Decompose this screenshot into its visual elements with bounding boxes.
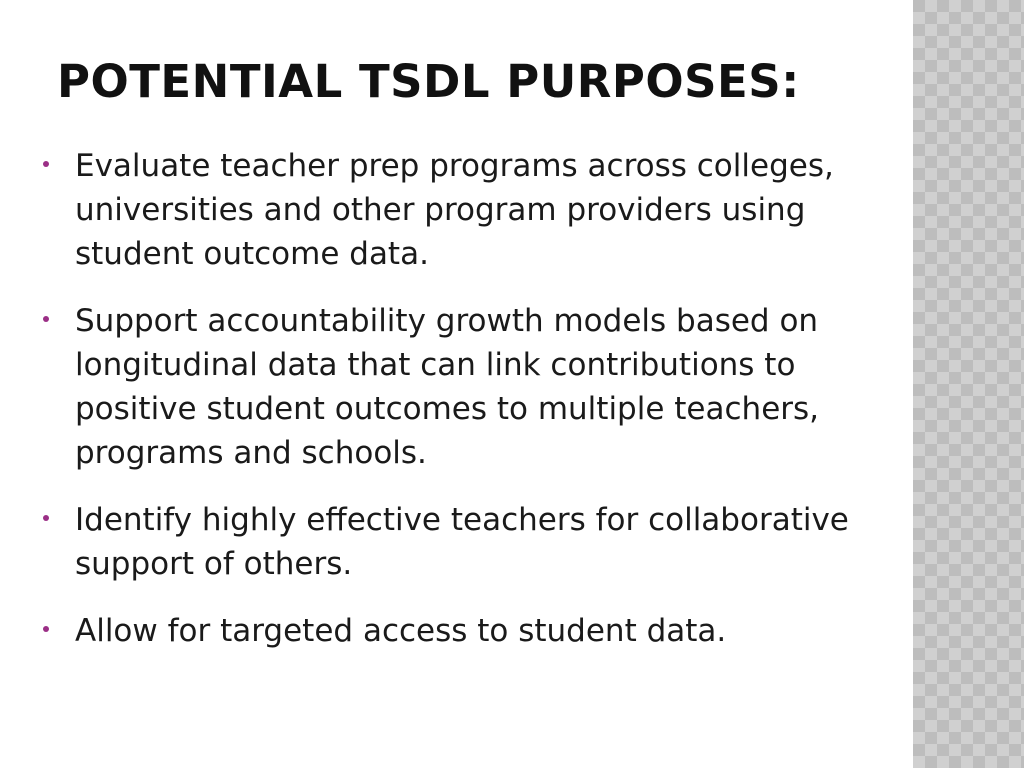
bullet-text: Allow for targeted access to student data.: [75, 613, 727, 649]
bullet-dot-icon: [43, 515, 49, 521]
bullet-dot-icon: [43, 316, 49, 322]
bullet-dot-icon: [43, 626, 49, 632]
bullet-text: Support accountability growth models based on longitudinal data that can link contributions to positive student outcomes to multiple teachers, programs and schools.: [75, 303, 820, 471]
bullet-list: [40, 144, 880, 676]
bullet-dot-icon: [43, 161, 49, 167]
slide-title: POTENTIAL TSDL PURPOSES:: [57, 55, 800, 108]
bullet-item: [40, 609, 880, 653]
bullet-item: [40, 299, 880, 475]
bullet-item: [40, 144, 880, 276]
bullet-text: Evaluate teacher prep programs across colleges, universities and other program providers using student outcome data.: [75, 148, 834, 272]
bullet-text: Identify highly effective teachers for collaborative support of others.: [75, 502, 849, 582]
decorative-side-band: [913, 0, 1024, 768]
bullet-item: [40, 498, 880, 586]
